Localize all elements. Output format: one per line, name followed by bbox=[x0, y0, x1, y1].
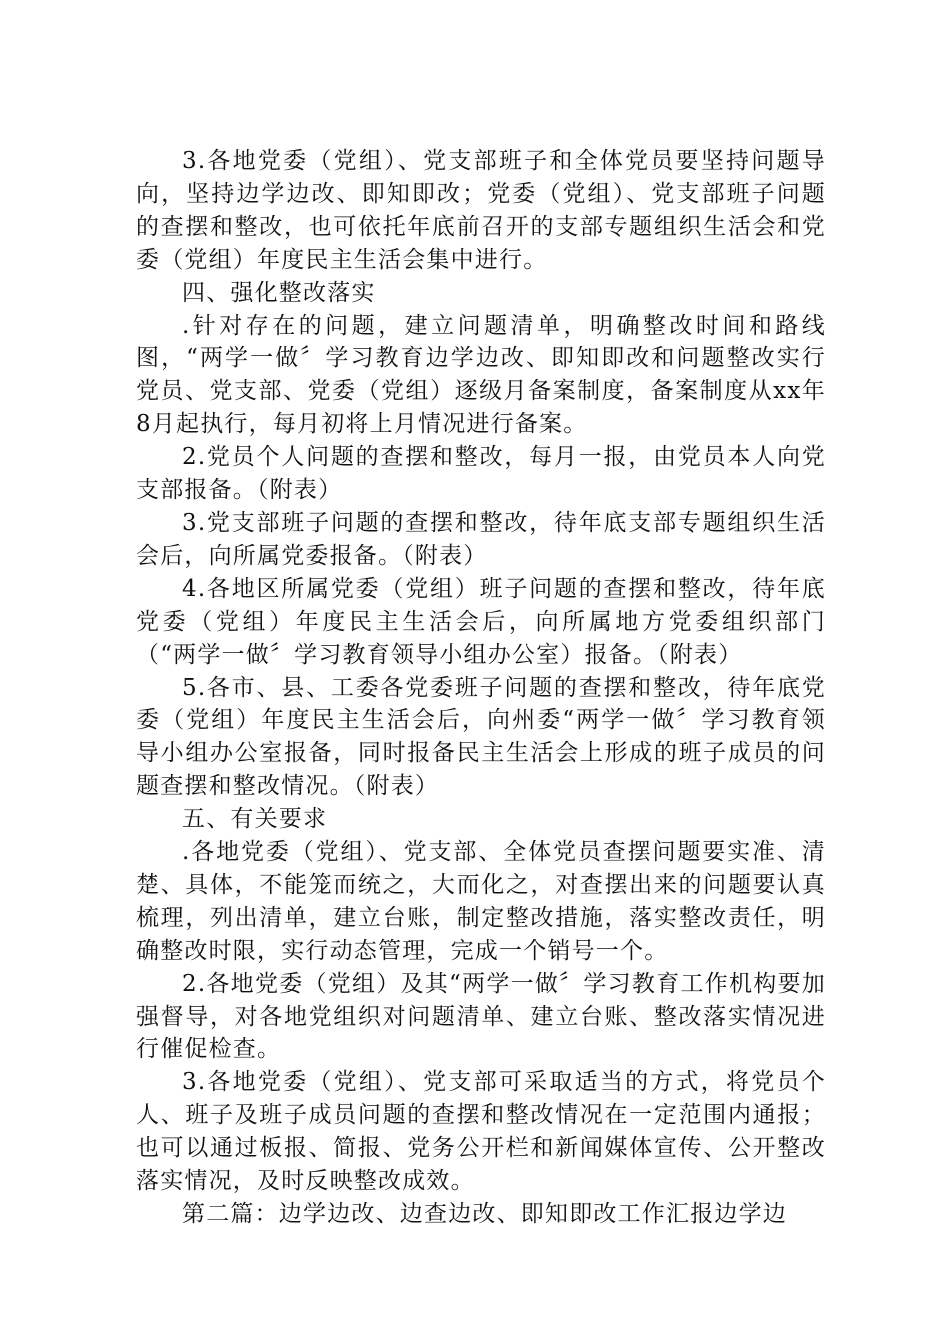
section-heading-related-requirements: 五、有关要求 bbox=[182, 806, 328, 833]
paragraph-accurate-checking: .各地党委（党组）、党支部、全体党员查摆问题要实准、清楚、具体，不能笼而统之，大而化之，对查摆出来的问题要认真梳理，列出清单，建立台账，制定整改措施，落实整改责任，明确整改时限，实行动态管理，完成一个销号一个。 bbox=[136, 839, 826, 964]
document-body bbox=[136, 145, 826, 1231]
paragraph-publicity: 3.各地党委（党组）、党支部可采取适当的方式，将党员个人、班子及班子成员问题的查摆和整改情况在一定范围内通报；也可以通过板报、简报、党务公开栏和新闻媒体宣传、公开整改落实情况，及时反映整改成效。 bbox=[136, 1069, 826, 1195]
paragraph-problem-list: .针对存在的问题，建立问题清单，明确整改时间和路线图，“两学一做〞学习教育边学边改、即知即改和问题整改实行党员、党支部、党委（党组）逐级月备案制度，备案制度从xx年8月起执行，每月初将上月情况进行备案。 bbox=[136, 312, 826, 438]
paragraph-item-3-branch-report: 3.党支部班子问题的查摆和整改，待年底支部专题组织生活会后，向所属党委报备。（附表） bbox=[136, 509, 826, 569]
paragraph-supervision: 2.各地党委（党组）及其“两学一做〞学习教育工作机构要加强督导，对各地党组织对问题清单、建立台账、整改落实情况进行催促检查。 bbox=[136, 970, 826, 1063]
paragraph-item-3-requirement: 3.各地党委（党组）、党支部班子和全体党员要坚持问题导向，坚持边学边改、即知即改；党委（党组）、党支部班子问题的查摆和整改，也可依托年底前召开的支部专题组织生活会和党委（党组）年度民主生活会集中进行。 bbox=[136, 148, 826, 273]
paragraph-item-5-city-county-report: 5.各市、县、工委各党委班子问题的查摆和整改，待年底党委（党组）年度民主生活会后，向州委“两学一做〞学习教育领导小组办公室报备，同时报备民主生活会上形成的班子成员的问题查摆和整改情况。（附表） bbox=[136, 674, 826, 800]
section-heading-second-article: 第二篇：边学边改、边查边改、即知即改工作汇报边学边 bbox=[182, 1201, 787, 1227]
section-heading-strengthen-rectification: 四、强化整改落实 bbox=[182, 279, 376, 306]
paragraph-item-4-regional-report: 4.各地区所属党委（党组）班子问题的查摆和整改，待年底党委（党组）年度民主生活会后，向所属地方党委组织部门（“两学一做〞学习教育领导小组办公室）报备。（附表） bbox=[136, 575, 826, 668]
paragraph-item-2-member-report: 2.党员个人问题的查摆和整改，每月一报，由党员本人向党支部报备。（附表） bbox=[136, 444, 826, 504]
